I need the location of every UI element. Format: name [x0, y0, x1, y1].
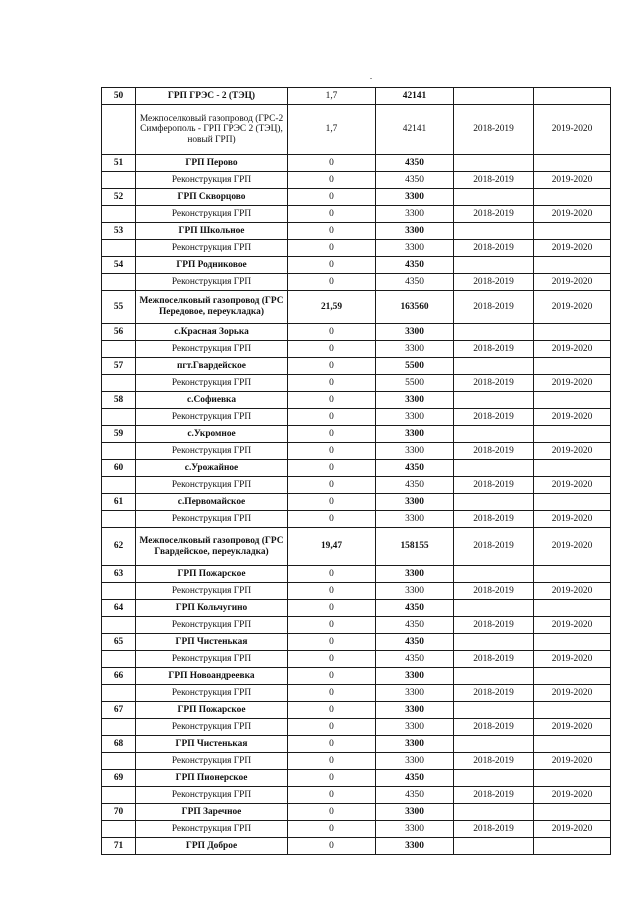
cell-start: 2018-2019: [454, 105, 534, 155]
table-row: [102, 651, 611, 668]
cell-start: [454, 770, 534, 787]
table-row: [102, 88, 611, 105]
cell-length: 0: [288, 409, 376, 426]
cell-name: ГРП Чистенькая: [136, 634, 288, 651]
cell-cost: 3300: [376, 240, 454, 257]
table-row: [102, 426, 611, 443]
cell-name: ГРП Родниковое: [136, 257, 288, 274]
cell-start: [454, 358, 534, 375]
cell-num: [102, 341, 136, 358]
cell-num: 61: [102, 494, 136, 511]
cell-start: 2018-2019: [454, 583, 534, 600]
cell-length: 0: [288, 787, 376, 804]
cell-name: с.Софиевка: [136, 392, 288, 409]
cell-end: 2019-2020: [534, 443, 611, 460]
cell-start: [454, 223, 534, 240]
cell-num: [102, 753, 136, 770]
cell-name: ГРП Заречное: [136, 804, 288, 821]
cell-start: [454, 600, 534, 617]
cell-num: 52: [102, 189, 136, 206]
cell-start: 2018-2019: [454, 787, 534, 804]
cell-end: 2019-2020: [534, 206, 611, 223]
cell-num: [102, 375, 136, 392]
cell-end: [534, 324, 611, 341]
cell-end: [534, 600, 611, 617]
cell-start: 2018-2019: [454, 409, 534, 426]
cell-name: Реконструкция ГРП: [136, 443, 288, 460]
cell-length: 0: [288, 838, 376, 855]
cell-start: 2018-2019: [454, 511, 534, 528]
cell-cost: 3300: [376, 719, 454, 736]
cell-end: 2019-2020: [534, 409, 611, 426]
cell-end: 2019-2020: [534, 375, 611, 392]
cell-cost: 3300: [376, 566, 454, 583]
cell-end: 2019-2020: [534, 477, 611, 494]
cell-name: ГРП Скворцово: [136, 189, 288, 206]
cell-name: Реконструкция ГРП: [136, 375, 288, 392]
cell-name: ГРП Кольчугино: [136, 600, 288, 617]
cell-length: 0: [288, 600, 376, 617]
cell-length: 0: [288, 206, 376, 223]
table-row: [102, 736, 611, 753]
table-row: [102, 787, 611, 804]
cell-length: 0: [288, 240, 376, 257]
table-row: [102, 409, 611, 426]
table-row: [102, 617, 611, 634]
cell-name: ГРП Пионерское: [136, 770, 288, 787]
cell-cost: 3300: [376, 753, 454, 770]
cell-name: Реконструкция ГРП: [136, 685, 288, 702]
cell-cost: 3300: [376, 494, 454, 511]
cell-num: 55: [102, 291, 136, 324]
cell-num: 53: [102, 223, 136, 240]
cell-end: 2019-2020: [534, 528, 611, 566]
cell-start: 2018-2019: [454, 617, 534, 634]
cell-length: 0: [288, 274, 376, 291]
cell-end: [534, 155, 611, 172]
cell-end: [534, 566, 611, 583]
cell-end: [534, 358, 611, 375]
cell-start: [454, 324, 534, 341]
cell-start: [454, 634, 534, 651]
cell-num: 50: [102, 88, 136, 105]
cell-end: 2019-2020: [534, 240, 611, 257]
cell-num: [102, 511, 136, 528]
cell-cost: 3300: [376, 668, 454, 685]
cell-cost: 3300: [376, 206, 454, 223]
cell-name: Реконструкция ГРП: [136, 651, 288, 668]
cell-num: 69: [102, 770, 136, 787]
cell-start: 2018-2019: [454, 821, 534, 838]
cell-length: 0: [288, 651, 376, 668]
cell-num: [102, 583, 136, 600]
cell-end: [534, 392, 611, 409]
cell-length: 0: [288, 583, 376, 600]
cell-name: ГРП Перово: [136, 155, 288, 172]
table-row: [102, 291, 611, 324]
cell-cost: 3300: [376, 223, 454, 240]
cell-cost: 3300: [376, 392, 454, 409]
table-row: [102, 685, 611, 702]
cell-end: [534, 634, 611, 651]
cell-name: ГРП Пожарское: [136, 566, 288, 583]
cell-cost: 3300: [376, 426, 454, 443]
cell-name: ГРП Доброе: [136, 838, 288, 855]
cell-cost: 4350: [376, 600, 454, 617]
cell-cost: 4350: [376, 651, 454, 668]
cell-start: 2018-2019: [454, 651, 534, 668]
cell-end: 2019-2020: [534, 511, 611, 528]
cell-num: [102, 240, 136, 257]
cell-name: Межпоселковый газопровод (ГРС Гвардейское, переукладка): [136, 528, 288, 566]
cell-num: [102, 172, 136, 189]
cell-num: 71: [102, 838, 136, 855]
table-row: [102, 358, 611, 375]
cell-length: 0: [288, 460, 376, 477]
cell-num: 65: [102, 634, 136, 651]
cell-length: 0: [288, 702, 376, 719]
table-row: [102, 189, 611, 206]
cell-num: 66: [102, 668, 136, 685]
table-row: [102, 223, 611, 240]
cell-start: [454, 804, 534, 821]
table-row: [102, 511, 611, 528]
cell-cost: 3300: [376, 702, 454, 719]
cell-start: 2018-2019: [454, 685, 534, 702]
cell-num: [102, 443, 136, 460]
cell-cost: 5500: [376, 358, 454, 375]
table-row: [102, 257, 611, 274]
table-row: [102, 702, 611, 719]
cell-name: ГРП Школьное: [136, 223, 288, 240]
cell-num: 60: [102, 460, 136, 477]
cell-end: [534, 189, 611, 206]
cell-cost: 3300: [376, 341, 454, 358]
cell-start: [454, 189, 534, 206]
table-row: [102, 206, 611, 223]
cell-num: 57: [102, 358, 136, 375]
cell-num: [102, 821, 136, 838]
cell-cost: 4350: [376, 257, 454, 274]
table-row: [102, 155, 611, 172]
cell-num: [102, 651, 136, 668]
cell-start: [454, 88, 534, 105]
cell-cost: 4350: [376, 617, 454, 634]
cell-name: Межпоселковый газопровод (ГРС Передовое, переукладка): [136, 291, 288, 324]
cell-name: с.Первомайское: [136, 494, 288, 511]
cell-length: 0: [288, 736, 376, 753]
cell-end: 2019-2020: [534, 685, 611, 702]
cell-length: 0: [288, 426, 376, 443]
cell-start: [454, 392, 534, 409]
cell-length: 0: [288, 821, 376, 838]
cell-name: Реконструкция ГРП: [136, 240, 288, 257]
cell-length: 0: [288, 634, 376, 651]
cell-length: 0: [288, 511, 376, 528]
cell-cost: 3300: [376, 838, 454, 855]
cell-length: 0: [288, 668, 376, 685]
cell-name: Реконструкция ГРП: [136, 583, 288, 600]
cell-name: ГРП Новоандреевка: [136, 668, 288, 685]
cell-end: 2019-2020: [534, 753, 611, 770]
cell-start: [454, 566, 534, 583]
cell-end: 2019-2020: [534, 651, 611, 668]
cell-num: 54: [102, 257, 136, 274]
cell-end: 2019-2020: [534, 105, 611, 155]
table-row: [102, 392, 611, 409]
cell-length: 21,59: [288, 291, 376, 324]
cell-start: 2018-2019: [454, 240, 534, 257]
cell-start: 2018-2019: [454, 528, 534, 566]
cell-start: [454, 494, 534, 511]
cell-start: [454, 838, 534, 855]
cell-end: [534, 770, 611, 787]
cell-name: Реконструкция ГРП: [136, 617, 288, 634]
cell-end: 2019-2020: [534, 719, 611, 736]
cell-length: 0: [288, 494, 376, 511]
cell-end: 2019-2020: [534, 341, 611, 358]
cell-start: 2018-2019: [454, 206, 534, 223]
cell-cost: 4350: [376, 172, 454, 189]
cell-start: 2018-2019: [454, 477, 534, 494]
cell-name: Реконструкция ГРП: [136, 821, 288, 838]
cell-cost: 4350: [376, 155, 454, 172]
table-row: [102, 375, 611, 392]
cell-cost: 3300: [376, 821, 454, 838]
cell-cost: 3300: [376, 409, 454, 426]
cell-num: [102, 409, 136, 426]
cell-cost: 3300: [376, 736, 454, 753]
cell-start: [454, 736, 534, 753]
table-row: [102, 494, 611, 511]
cell-name: Реконструкция ГРП: [136, 409, 288, 426]
table-row: [102, 324, 611, 341]
cell-start: 2018-2019: [454, 274, 534, 291]
cell-num: 64: [102, 600, 136, 617]
cell-cost: 163560: [376, 291, 454, 324]
table-row: [102, 668, 611, 685]
cell-length: 0: [288, 770, 376, 787]
cell-start: [454, 702, 534, 719]
cell-name: Реконструкция ГРП: [136, 511, 288, 528]
cell-name: ГРП Чистенькая: [136, 736, 288, 753]
cell-cost: 3300: [376, 189, 454, 206]
cell-length: 0: [288, 189, 376, 206]
cell-cost: 42141: [376, 105, 454, 155]
cell-start: [454, 155, 534, 172]
cell-end: [534, 494, 611, 511]
cell-length: 0: [288, 804, 376, 821]
cell-length: 0: [288, 443, 376, 460]
cell-name: Реконструкция ГРП: [136, 274, 288, 291]
cell-cost: 5500: [376, 375, 454, 392]
cell-length: 0: [288, 753, 376, 770]
cell-cost: 42141: [376, 88, 454, 105]
cell-name: Реконструкция ГРП: [136, 206, 288, 223]
cell-end: 2019-2020: [534, 617, 611, 634]
cell-end: 2019-2020: [534, 291, 611, 324]
cell-length: 1,7: [288, 105, 376, 155]
cell-end: [534, 426, 611, 443]
cell-start: 2018-2019: [454, 172, 534, 189]
cell-cost: 3300: [376, 685, 454, 702]
cell-name: с.Урожайное: [136, 460, 288, 477]
cell-length: 0: [288, 477, 376, 494]
cell-cost: 4350: [376, 274, 454, 291]
cell-name: пгт.Гвардейское: [136, 358, 288, 375]
table-row: [102, 172, 611, 189]
cell-end: [534, 838, 611, 855]
cell-length: 0: [288, 172, 376, 189]
table-row: [102, 528, 611, 566]
cell-cost: 4350: [376, 477, 454, 494]
table-body: [102, 88, 611, 855]
cell-end: 2019-2020: [534, 583, 611, 600]
cell-length: 0: [288, 155, 376, 172]
cell-num: [102, 105, 136, 155]
cell-num: [102, 787, 136, 804]
table-row: [102, 634, 611, 651]
table-row: [102, 240, 611, 257]
scan-speck: [370, 78, 372, 79]
cell-length: 0: [288, 392, 376, 409]
cell-num: 62: [102, 528, 136, 566]
table-row: [102, 460, 611, 477]
cell-cost: 3300: [376, 583, 454, 600]
cell-length: 0: [288, 719, 376, 736]
cell-end: [534, 223, 611, 240]
cell-name: Реконструкция ГРП: [136, 719, 288, 736]
table-row: [102, 274, 611, 291]
cell-end: [534, 88, 611, 105]
cell-cost: 4350: [376, 787, 454, 804]
cell-cost: 3300: [376, 804, 454, 821]
cell-cost: 4350: [376, 770, 454, 787]
table-row: [102, 838, 611, 855]
cell-num: [102, 206, 136, 223]
cell-length: 0: [288, 375, 376, 392]
cell-end: 2019-2020: [534, 787, 611, 804]
cell-start: 2018-2019: [454, 719, 534, 736]
cell-num: [102, 274, 136, 291]
cell-end: [534, 736, 611, 753]
cell-end: 2019-2020: [534, 274, 611, 291]
cell-start: [454, 460, 534, 477]
cell-length: 0: [288, 617, 376, 634]
cell-length: 0: [288, 324, 376, 341]
cell-length: 0: [288, 341, 376, 358]
cell-name: с.Укромное: [136, 426, 288, 443]
cell-name: Реконструкция ГРП: [136, 477, 288, 494]
cell-start: 2018-2019: [454, 291, 534, 324]
cell-end: 2019-2020: [534, 172, 611, 189]
cell-name: ГРП ГРЭС - 2 (ТЭЦ): [136, 88, 288, 105]
cell-start: 2018-2019: [454, 753, 534, 770]
cell-length: 19,47: [288, 528, 376, 566]
cell-length: 1,7: [288, 88, 376, 105]
cell-name: ГРП Пожарское: [136, 702, 288, 719]
cell-cost: 158155: [376, 528, 454, 566]
table-row: [102, 341, 611, 358]
table-row: [102, 566, 611, 583]
cell-cost: 3300: [376, 443, 454, 460]
cell-length: 0: [288, 685, 376, 702]
table-row: [102, 105, 611, 155]
cell-end: [534, 257, 611, 274]
cell-end: 2019-2020: [534, 821, 611, 838]
cell-end: [534, 702, 611, 719]
cell-name: Реконструкция ГРП: [136, 341, 288, 358]
cell-num: 63: [102, 566, 136, 583]
table-row: [102, 477, 611, 494]
cell-cost: 4350: [376, 634, 454, 651]
cell-end: [534, 668, 611, 685]
cell-num: 51: [102, 155, 136, 172]
cell-end: [534, 804, 611, 821]
cell-length: 0: [288, 257, 376, 274]
table-row: [102, 753, 611, 770]
cell-num: 70: [102, 804, 136, 821]
cell-length: 0: [288, 223, 376, 240]
cell-cost: 3300: [376, 324, 454, 341]
cell-end: [534, 460, 611, 477]
cell-name: Реконструкция ГРП: [136, 787, 288, 804]
cell-num: 68: [102, 736, 136, 753]
table-row: [102, 770, 611, 787]
table-row: [102, 719, 611, 736]
cell-num: [102, 719, 136, 736]
cell-start: 2018-2019: [454, 375, 534, 392]
cell-num: 56: [102, 324, 136, 341]
cell-cost: 3300: [376, 511, 454, 528]
cell-num: 58: [102, 392, 136, 409]
table-row: [102, 804, 611, 821]
cell-start: 2018-2019: [454, 341, 534, 358]
gas-facilities-table: [101, 87, 611, 855]
cell-length: 0: [288, 566, 376, 583]
cell-num: 59: [102, 426, 136, 443]
table-row: [102, 600, 611, 617]
cell-cost: 4350: [376, 460, 454, 477]
cell-num: 67: [102, 702, 136, 719]
cell-name: Реконструкция ГРП: [136, 753, 288, 770]
table-row: [102, 821, 611, 838]
cell-num: [102, 477, 136, 494]
cell-start: [454, 257, 534, 274]
cell-start: [454, 426, 534, 443]
cell-name: Межпоселковый газопровод (ГРС-2 Симферополь - ГРП ГРЭС 2 (ТЭЦ), новый ГРП): [136, 105, 288, 155]
cell-num: [102, 617, 136, 634]
cell-num: [102, 685, 136, 702]
cell-start: [454, 668, 534, 685]
cell-name: Реконструкция ГРП: [136, 172, 288, 189]
table-row: [102, 443, 611, 460]
cell-start: 2018-2019: [454, 443, 534, 460]
cell-length: 0: [288, 358, 376, 375]
table-row: [102, 583, 611, 600]
cell-name: с.Красная Зорька: [136, 324, 288, 341]
